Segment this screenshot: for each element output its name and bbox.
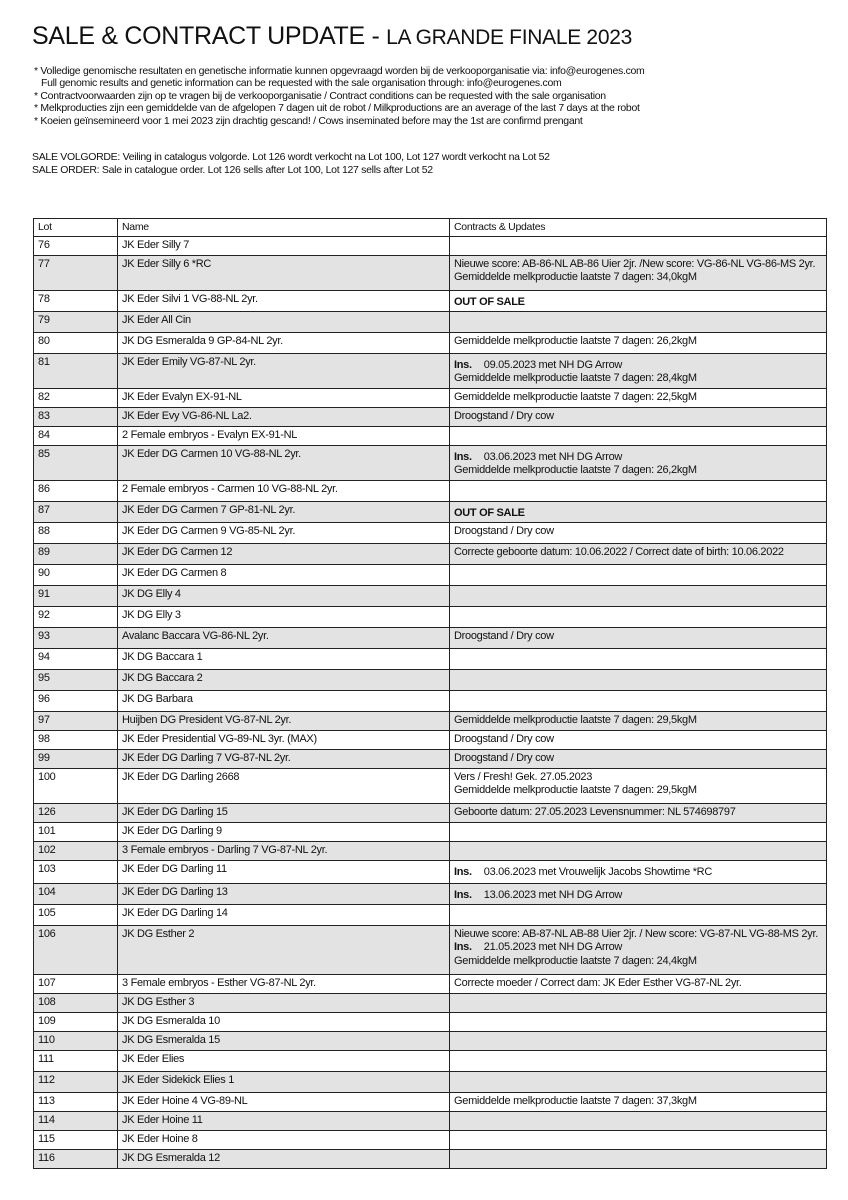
table-row — [34, 628, 827, 649]
lot-name: JK Eder All Cin — [118, 312, 450, 333]
lot-name: JK Eder Presidential VG-89-NL 3yr. (MAX) — [118, 731, 450, 750]
table-row — [34, 1112, 827, 1131]
lot-updates — [450, 994, 827, 1013]
update-line — [454, 359, 822, 372]
lot-number: 105 — [34, 905, 118, 926]
lot-name: JK Eder Hoine 8 — [118, 1131, 450, 1150]
update-line: Gemiddelde melkproductie laatste 7 dagen: 29,5kgM — [454, 784, 697, 797]
lot-number: 99 — [34, 750, 118, 769]
lot-name: Huijben DG President VG-87-NL 2yr. — [118, 712, 450, 731]
insemination-label: Ins. — [454, 451, 472, 463]
table-row — [34, 607, 827, 628]
lot-updates — [450, 1072, 827, 1093]
lot-table — [33, 218, 827, 1169]
table-row — [34, 291, 827, 312]
lot-number: 86 — [34, 481, 118, 502]
lot-number: 90 — [34, 565, 118, 586]
lot-number: 92 — [34, 607, 118, 628]
lot-updates — [450, 586, 827, 607]
lot-name: 3 Female embryos - Darling 7 VG-87-NL 2yr. — [118, 842, 450, 861]
update-line: Geboorte datum: 27.05.2023 Levensnummer: NL 574698797 — [454, 806, 736, 818]
lot-number: 88 — [34, 523, 118, 544]
table-row — [34, 256, 827, 291]
lot-updates — [450, 1093, 827, 1112]
lot-number: 84 — [34, 427, 118, 446]
lot-name: JK Eder DG Carmen 8 — [118, 565, 450, 586]
lot-number: 82 — [34, 389, 118, 408]
table-row — [34, 670, 827, 691]
lot-updates — [450, 884, 827, 905]
table-header-row — [34, 219, 827, 237]
table-row — [34, 1072, 827, 1093]
lot-number: 101 — [34, 823, 118, 842]
title-main: SALE & CONTRACT UPDATE - — [32, 22, 387, 50]
insemination-label: Ins. — [454, 866, 472, 878]
lot-updates — [450, 523, 827, 544]
lot-updates — [450, 1051, 827, 1072]
lot-name: JK DG Barbara — [118, 691, 450, 712]
lot-name: JK DG Esmeralda 9 GP-84-NL 2yr. — [118, 333, 450, 354]
lot-number: 94 — [34, 649, 118, 670]
update-line: Vers / Fresh! Gek. 27.05.2023 — [454, 771, 593, 783]
lot-number: 100 — [34, 769, 118, 804]
lot-number: 96 — [34, 691, 118, 712]
lot-updates — [450, 544, 827, 565]
update-line: Droogstand / Dry cow — [454, 752, 554, 764]
lot-updates — [450, 333, 827, 354]
lot-name: JK Eder Emily VG-87-NL 2yr. — [118, 354, 450, 389]
lot-number: 111 — [34, 1051, 118, 1072]
lot-updates — [450, 750, 827, 769]
lot-number: 91 — [34, 586, 118, 607]
insemination-detail: 13.06.2023 met NH DG Arrow — [483, 889, 623, 901]
lot-number: 103 — [34, 861, 118, 884]
update-line: Droogstand / Dry cow — [454, 410, 554, 422]
lot-updates — [450, 670, 827, 691]
update-line: OUT OF SALE — [454, 296, 525, 308]
lot-name: Avalanc Baccara VG-86-NL 2yr. — [118, 628, 450, 649]
lot-name: JK DG Esther 2 — [118, 926, 450, 975]
lot-updates — [450, 607, 827, 628]
lot-name: JK Eder DG Darling 13 — [118, 884, 450, 905]
update-line: Droogstand / Dry cow — [454, 525, 554, 537]
insemination-detail: 03.06.2023 met NH DG Arrow — [483, 451, 623, 463]
table-row — [34, 884, 827, 905]
table-row — [34, 994, 827, 1013]
lot-name: JK DG Esmeralda 10 — [118, 1013, 450, 1032]
update-line: Correcte moeder / Correct dam: JK Eder Esther VG-87-NL 2yr. — [454, 977, 742, 989]
table-row — [34, 649, 827, 670]
table-row — [34, 446, 827, 481]
lot-number: 116 — [34, 1150, 118, 1169]
lot-number: 95 — [34, 670, 118, 691]
lot-updates — [450, 1131, 827, 1150]
update-line: Gemiddelde melkproductie laatste 7 dagen: 37,3kgM — [454, 1095, 697, 1107]
table-row — [34, 389, 827, 408]
lot-updates — [450, 1013, 827, 1032]
table-row — [34, 712, 827, 731]
lot-updates — [450, 649, 827, 670]
lot-name: JK Eder Hoine 4 VG-89-NL — [118, 1093, 450, 1112]
lot-updates — [450, 861, 827, 884]
lot-number: 83 — [34, 408, 118, 427]
update-line: Gemiddelde melkproductie laatste 7 dagen: 22,5kgM — [454, 391, 697, 403]
table-row — [34, 502, 827, 523]
lot-number: 87 — [34, 502, 118, 523]
table-row — [34, 691, 827, 712]
lot-name: JK DG Esmeralda 12 — [118, 1150, 450, 1169]
update-line: Nieuwe score: AB-86-NL AB-86 Uier 2jr. /New score: VG-86-NL VG-86-MS 2yr. — [454, 258, 816, 270]
lot-updates — [450, 291, 827, 312]
lot-updates — [450, 1150, 827, 1169]
lot-updates — [450, 905, 827, 926]
update-line: Nieuwe score: AB-87-NL AB-88 Uier 2jr. / New score: VG-87-NL VG-88-MS 2yr. — [454, 928, 818, 940]
lot-name: JK Eder Elies — [118, 1051, 450, 1072]
lot-number: 97 — [34, 712, 118, 731]
table-row — [34, 586, 827, 607]
lot-name: JK DG Baccara 2 — [118, 670, 450, 691]
lot-updates — [450, 769, 827, 804]
lot-number: 110 — [34, 1032, 118, 1051]
table-row — [34, 861, 827, 884]
lot-name: JK DG Elly 3 — [118, 607, 450, 628]
lot-name: JK Eder Evalyn EX-91-NL — [118, 389, 450, 408]
table-row — [34, 312, 827, 333]
lot-name: JK DG Esther 3 — [118, 994, 450, 1013]
lot-updates — [450, 804, 827, 823]
lot-updates — [450, 256, 827, 291]
lot-number: 93 — [34, 628, 118, 649]
lot-updates — [450, 975, 827, 994]
lot-name: JK Eder DG Carmen 7 GP-81-NL 2yr. — [118, 502, 450, 523]
table-row — [34, 427, 827, 446]
lot-number: 109 — [34, 1013, 118, 1032]
update-line: OUT OF SALE — [454, 507, 525, 519]
table-row — [34, 544, 827, 565]
lot-name: JK Eder Silly 6 *RC — [118, 256, 450, 291]
lot-number: 98 — [34, 731, 118, 750]
lot-updates — [450, 691, 827, 712]
lot-updates — [450, 731, 827, 750]
table-row — [34, 481, 827, 502]
table-row — [34, 750, 827, 769]
update-line: Gemiddelde melkproductie laatste 7 dagen: 34,0kgM — [454, 271, 697, 284]
lot-name: JK Eder Hoine 11 — [118, 1112, 450, 1131]
insemination-label: Ins. — [454, 889, 472, 901]
lot-name: JK Eder Sidekick Elies 1 — [118, 1072, 450, 1093]
lot-updates — [450, 628, 827, 649]
lot-updates — [450, 823, 827, 842]
lot-name: JK Eder Silvi 1 VG-88-NL 2yr. — [118, 291, 450, 312]
update-line — [454, 866, 822, 879]
lot-name: JK DG Esmeralda 15 — [118, 1032, 450, 1051]
lot-number: 104 — [34, 884, 118, 905]
lot-updates — [450, 565, 827, 586]
lot-updates — [450, 481, 827, 502]
table-row — [34, 731, 827, 750]
lot-number: 113 — [34, 1093, 118, 1112]
notes — [34, 65, 645, 127]
lot-number: 80 — [34, 333, 118, 354]
lot-number: 107 — [34, 975, 118, 994]
table-row — [34, 1051, 827, 1072]
lot-updates — [450, 842, 827, 861]
insemination-detail: 21.05.2023 met NH DG Arrow — [483, 941, 623, 954]
lot-name: JK DG Elly 4 — [118, 586, 450, 607]
table-row — [34, 769, 827, 804]
table-row — [34, 1131, 827, 1150]
insemination-label: Ins. — [454, 941, 472, 954]
table-row — [34, 237, 827, 256]
sale-order — [32, 151, 550, 176]
lot-updates — [450, 712, 827, 731]
lot-number: 78 — [34, 291, 118, 312]
update-line — [454, 889, 822, 902]
table-body — [34, 237, 827, 1169]
lot-name: JK Eder DG Carmen 10 VG-88-NL 2yr. — [118, 446, 450, 481]
table-row — [34, 926, 827, 975]
page-title — [32, 20, 632, 54]
lot-name: 2 Female embryos - Evalyn EX-91-NL — [118, 427, 450, 446]
lot-name: JK Eder Silly 7 — [118, 237, 450, 256]
lot-updates — [450, 354, 827, 389]
header-name: Name — [118, 219, 450, 237]
insemination-label: Ins. — [454, 359, 472, 371]
lot-number: 126 — [34, 804, 118, 823]
lot-number: 112 — [34, 1072, 118, 1093]
header-lot: Lot — [34, 219, 118, 237]
update-line: Droogstand / Dry cow — [454, 630, 554, 642]
lot-number: 85 — [34, 446, 118, 481]
lot-updates — [450, 502, 827, 523]
lot-number: 108 — [34, 994, 118, 1013]
lot-updates — [450, 389, 827, 408]
update-line: Gemiddelde melkproductie laatste 7 dagen: 28,4kgM — [454, 372, 697, 385]
update-line: Gemiddelde melkproductie laatste 7 dagen: 24,4kgM — [454, 954, 697, 967]
lot-name: JK Eder DG Darling 2668 — [118, 769, 450, 804]
lot-updates — [450, 408, 827, 427]
lot-updates — [450, 312, 827, 333]
lot-number: 76 — [34, 237, 118, 256]
table-row — [34, 354, 827, 389]
update-line — [454, 451, 822, 464]
table-row — [34, 523, 827, 544]
lot-updates — [450, 1112, 827, 1131]
table-row — [34, 842, 827, 861]
table-row — [34, 975, 827, 994]
lot-name: JK Eder Evy VG-86-NL La2. — [118, 408, 450, 427]
lot-updates — [450, 1032, 827, 1051]
insemination-detail: 09.05.2023 met NH DG Arrow — [483, 359, 623, 371]
lot-number: 89 — [34, 544, 118, 565]
sale-order-en: SALE ORDER: Sale in catalogue order. Lot 126 sells after Lot 100, Lot 127 sells after Lot 52 — [32, 163, 433, 176]
lot-number: 106 — [34, 926, 118, 975]
note-line: * Volledige genomische resultaten en genetische informatie kunnen opgevraagd worden bij de verkooporganisatie via: info@eurogenes.com — [34, 65, 645, 77]
note-line: * Koeien geïnsemineerd voor 1 mei 2023 zijn drachtig gescand! / Cows inseminated before may the 1st are confirmd prengant — [34, 114, 583, 127]
table-row — [34, 565, 827, 586]
title-sub: LA GRANDE FINALE 2023 — [386, 26, 632, 49]
table-row — [34, 1093, 827, 1112]
table-row — [34, 408, 827, 427]
lot-number: 102 — [34, 842, 118, 861]
table-row — [34, 905, 827, 926]
lot-number: 79 — [34, 312, 118, 333]
lot-updates — [450, 926, 827, 975]
lot-updates — [450, 446, 827, 481]
update-line: Droogstand / Dry cow — [454, 733, 554, 745]
lot-name: JK DG Baccara 1 — [118, 649, 450, 670]
lot-number: 77 — [34, 256, 118, 291]
sale-order-nl: SALE VOLGORDE: Veiling in catalogus volgorde. Lot 126 wordt verkocht na Lot 100, Lot 127 wordt verkocht na Lot 52 — [32, 151, 550, 163]
update-line: Correcte geboorte datum: 10.06.2022 / Correct date of birth: 10.06.2022 — [454, 546, 784, 558]
lot-number: 81 — [34, 354, 118, 389]
insemination-detail: 03.06.2023 met Vrouwelijk Jacobs Showtime *RC — [483, 866, 712, 878]
lot-name: JK Eder DG Darling 15 — [118, 804, 450, 823]
table-row — [34, 1013, 827, 1032]
header-updates: Contracts & Updates — [450, 219, 827, 237]
update-line — [454, 941, 822, 954]
lot-number: 115 — [34, 1131, 118, 1150]
lot-name: 2 Female embryos - Carmen 10 VG-88-NL 2yr. — [118, 481, 450, 502]
note-line: * Melkproducties zijn een gemiddelde van de afgelopen 7 dagen uit de robot / Milkproductions are an average of the last 7 days at the robot — [34, 102, 640, 115]
lot-name: JK Eder DG Darling 7 VG-87-NL 2yr. — [118, 750, 450, 769]
lot-name: 3 Female embryos - Esther VG-87-NL 2yr. — [118, 975, 450, 994]
lot-updates — [450, 427, 827, 446]
update-line: Gemiddelde melkproductie laatste 7 dagen: 26,2kgM — [454, 464, 697, 477]
update-line: Gemiddelde melkproductie laatste 7 dagen: 29,5kgM — [454, 714, 697, 726]
lot-name: JK Eder DG Darling 9 — [118, 823, 450, 842]
lot-name: JK Eder DG Darling 14 — [118, 905, 450, 926]
note-line: * Contractvoorwaarden zijn op te vragen bij de verkooporganisatie / Contract conditions can be requested with the sale organisation — [34, 89, 606, 102]
update-line: Gemiddelde melkproductie laatste 7 dagen: 26,2kgM — [454, 335, 697, 347]
lot-number: 114 — [34, 1112, 118, 1131]
lot-name: JK Eder DG Carmen 12 — [118, 544, 450, 565]
lot-name: JK Eder DG Darling 11 — [118, 861, 450, 884]
note-line: Full genomic results and genetic information can be requested with the sale organisation through: info@eurogenes.com — [41, 77, 562, 90]
table-row — [34, 1150, 827, 1169]
lot-name: JK Eder DG Carmen 9 VG-85-NL 2yr. — [118, 523, 450, 544]
table-row — [34, 823, 827, 842]
lot-updates — [450, 237, 827, 256]
table-row — [34, 333, 827, 354]
table-row — [34, 1032, 827, 1051]
table-row — [34, 804, 827, 823]
